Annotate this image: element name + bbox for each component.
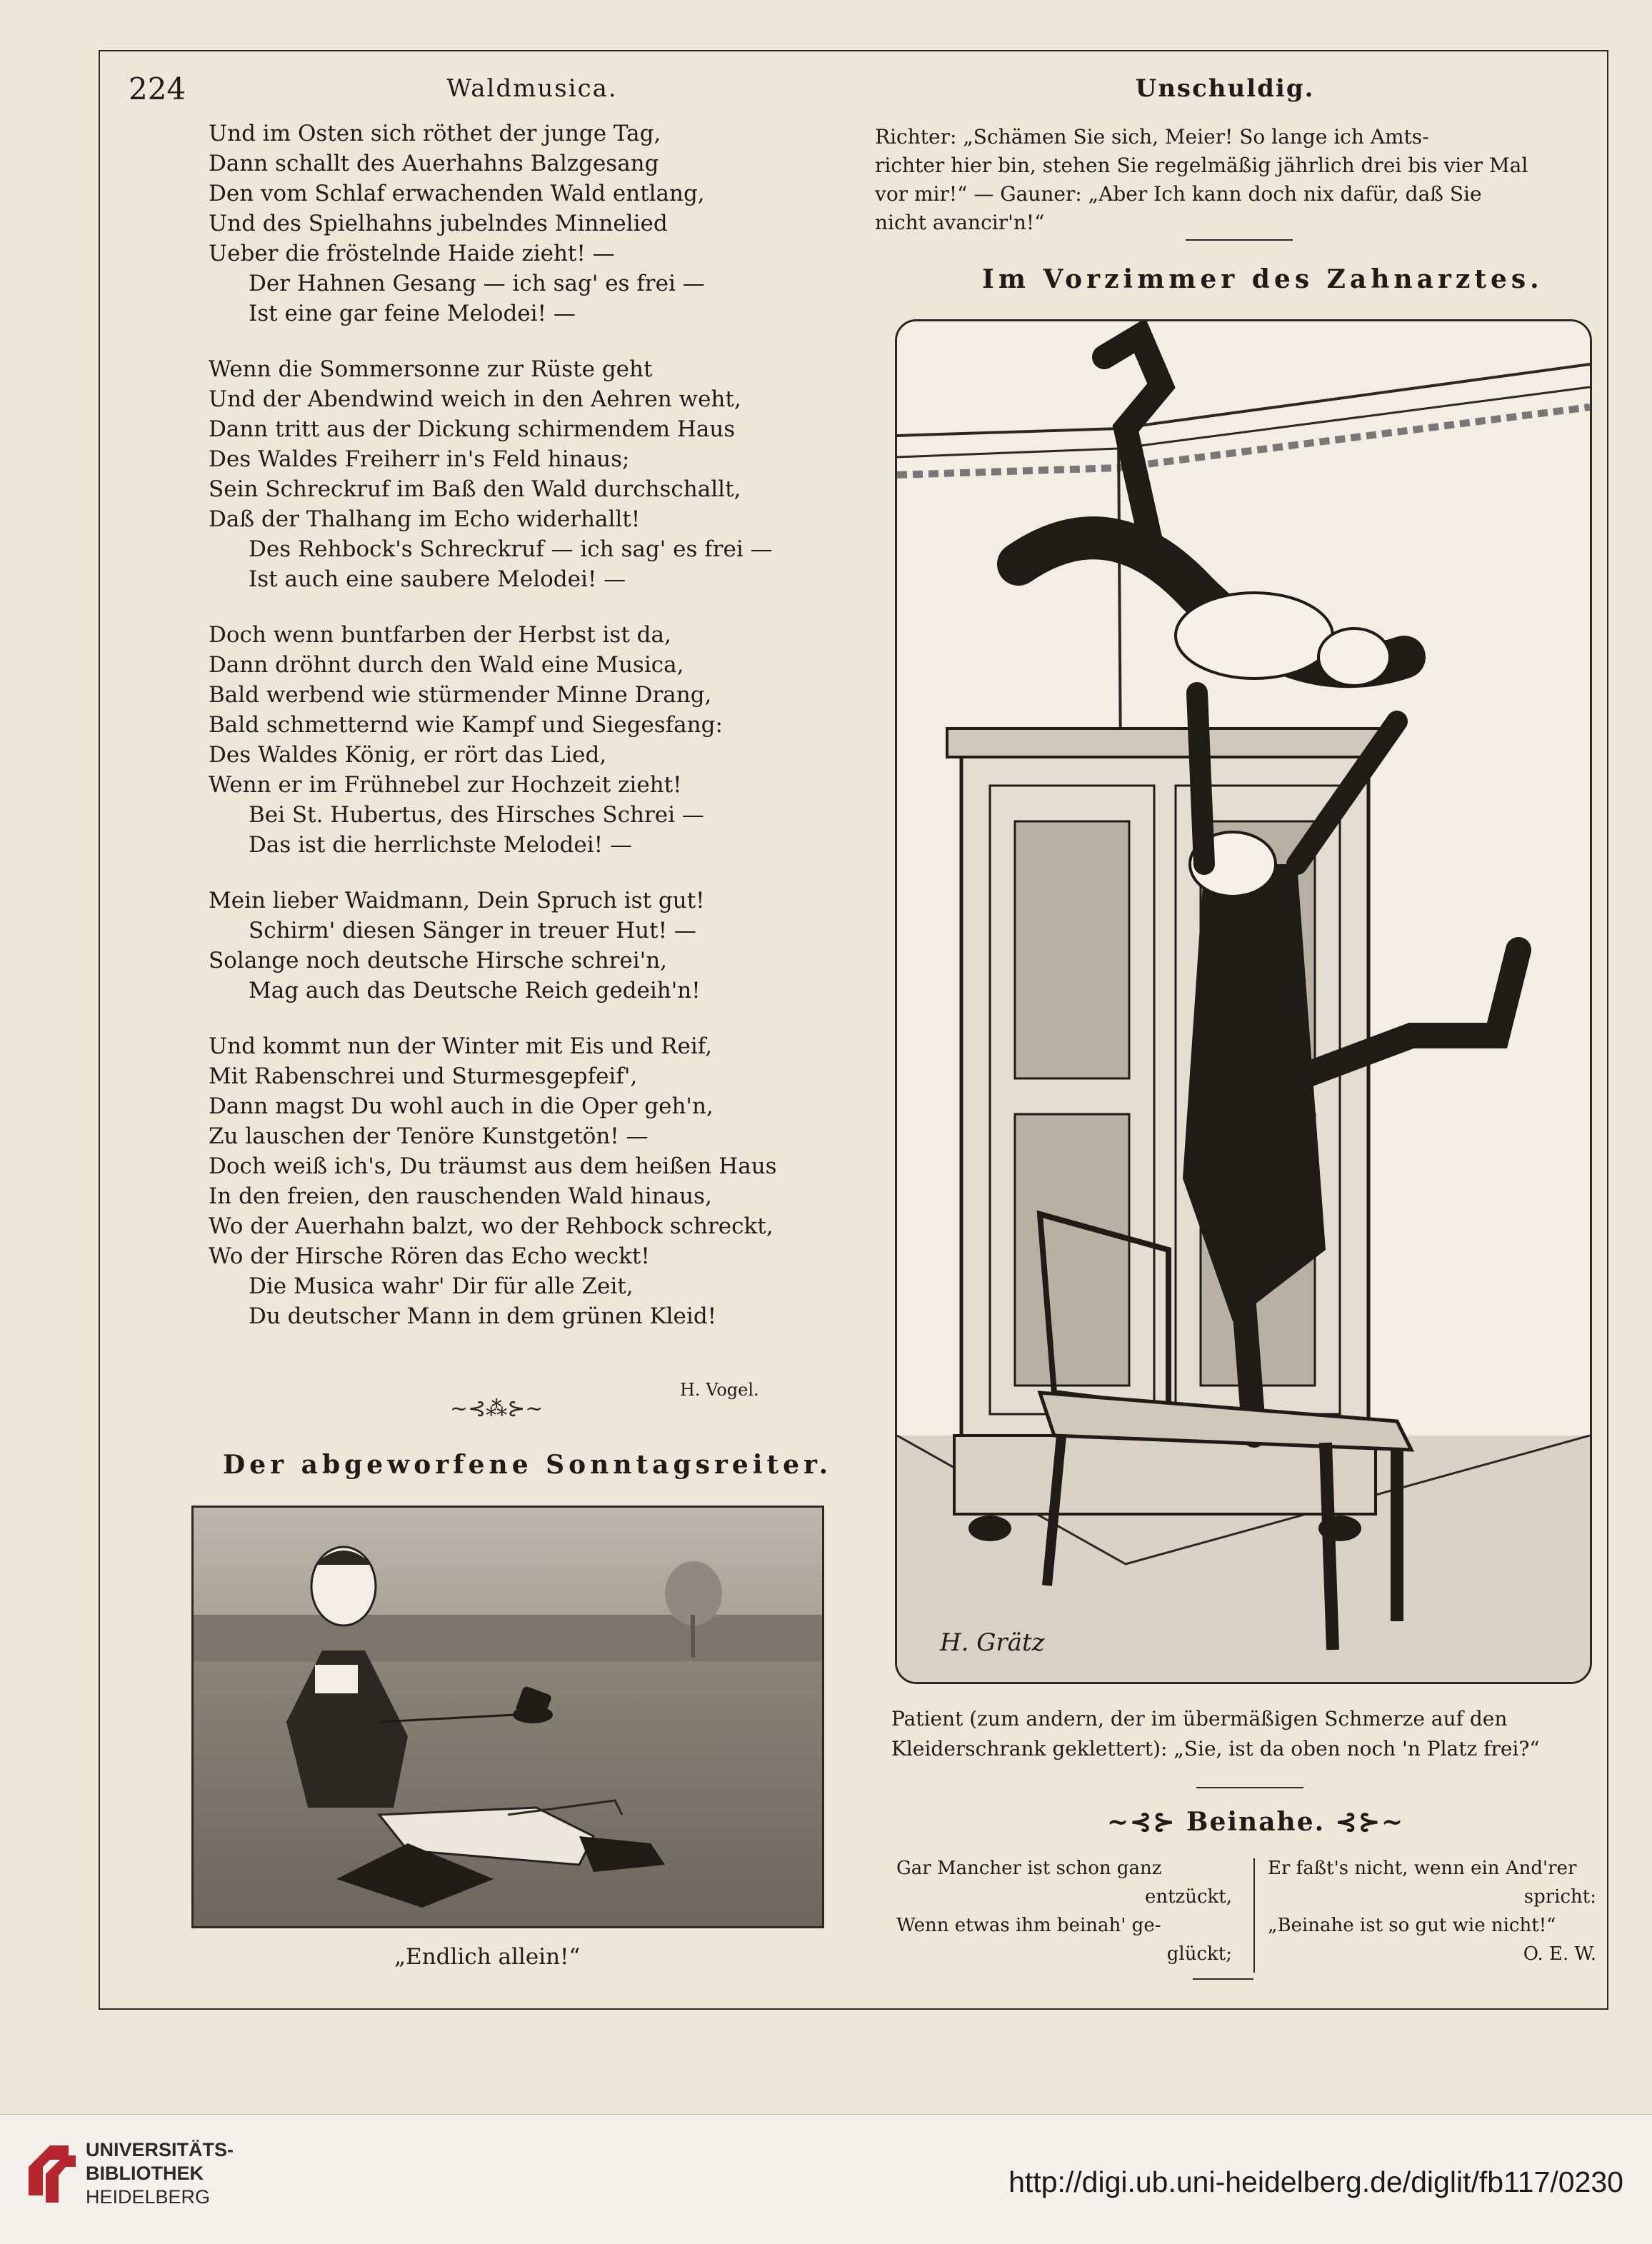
poem-line: Doch weiß ich's, Du träumst aus dem heißen Haus <box>209 1153 777 1179</box>
dentist-caption-line: Patient (zum andern, der im übermäßigen Schmerze auf den <box>891 1707 1508 1730</box>
library-line-2: BIBLIOTHEK <box>86 2163 204 2184</box>
beinahe-title-text: Beinahe. <box>1186 1807 1326 1837</box>
library-line-1: UNIVERSITÄTS- <box>86 2139 234 2160</box>
beinahe-right-column <box>1268 1854 1596 1968</box>
poem-line: Doch wenn buntfarben der Herbst ist da, <box>209 622 671 648</box>
permalink-url[interactable]: http://digi.ub.uni-heidelberg.de/diglit/fb117/0230 <box>1008 2165 1623 2198</box>
beinahe-author: O. E. W. <box>1523 1943 1596 1965</box>
poem-line: Das ist die herrlichste Melodei! — <box>249 832 632 858</box>
poem-line: Dann magst Du wohl auch in die Oper geh'n, <box>209 1093 714 1119</box>
poem-line: In den freien, den rauschenden Wald hinaus, <box>209 1183 712 1209</box>
beinahe-left-line: Gar Mancher ist schon ganz <box>896 1858 1162 1879</box>
beinahe-right-line: spricht: <box>1523 1886 1596 1908</box>
poem-line: Solange noch deutsche Hirsche schrei'n, <box>209 948 668 973</box>
poem-line: Bei St. Hubertus, des Hirsches Schrei — <box>249 802 704 828</box>
unschuldig-line: vor mir!“ — Gauner: „Aber Ich kann doch nix dafür, daß Sie <box>875 182 1482 206</box>
sunday-rider-title: Der abgeworfene Sonntagsreiter. <box>223 1450 833 1480</box>
left-column-header: Waldmusica. <box>446 74 618 103</box>
beinahe-right-line: Er faßt's nicht, wenn ein And'rer <box>1268 1858 1577 1879</box>
dentist-cartoon-illustration <box>895 319 1592 1684</box>
beinahe-left-column <box>896 1854 1232 1968</box>
beinahe-left-line: glückt; <box>1166 1943 1232 1965</box>
poem-line: Wenn die Sommersonne zur Rüste geht <box>209 356 653 382</box>
flourish-right: ⊰⊱~ <box>1325 1807 1405 1837</box>
poem-line: Des Waldes Freiherr in's Feld hinaus; <box>209 446 630 472</box>
column-divider <box>1253 1858 1255 1973</box>
poem-line: Die Musica wahr' Dir für alle Zeit, <box>249 1273 634 1299</box>
library-logo-icon <box>21 2138 76 2210</box>
unschuldig-text <box>875 123 1589 237</box>
rider-drawing <box>194 1508 822 1926</box>
unschuldig-line: nicht avancir'n!“ <box>875 211 1045 234</box>
library-name <box>86 2138 234 2209</box>
poem-line: Dann schallt des Auerhahns Balzgesang <box>209 151 659 176</box>
poem-line: Ist auch eine saubere Melodei! — <box>249 566 626 592</box>
beinahe-title <box>1107 1807 1404 1837</box>
poem-line: Mit Rabenschrei und Sturmesgepfeif', <box>209 1063 638 1089</box>
poem-line: Des Waldes König, er rört das Lied, <box>209 742 607 768</box>
poem-stanza <box>209 354 777 594</box>
poem-line: Dann tritt aus der Dickung schirmendem Haus <box>209 416 736 442</box>
poem-line: Wo der Auerhahn balzt, wo der Rehbock schreckt, <box>209 1213 774 1239</box>
poem-line: Du deutscher Mann in dem grünen Kleid! <box>249 1303 717 1329</box>
divider-rule <box>1186 239 1293 241</box>
dentist-caption <box>891 1704 1598 1764</box>
poem-line: Den vom Schlaf erwachenden Wald entlang, <box>209 181 705 206</box>
library-line-3: HEIDELBERG <box>86 2186 211 2208</box>
poem-line: Der Hahnen Gesang — ich sag' es frei — <box>249 271 705 296</box>
poem-line: Und der Abendwind weich in den Aehren weht, <box>209 386 741 412</box>
poem-line: Zu lauschen der Tenöre Kunstgetön! — <box>209 1123 649 1149</box>
dentist-title: Im Vorzimmer des Zahnarztes. <box>982 264 1543 294</box>
poem-line: Und kommt nun der Winter mit Eis und Reif, <box>209 1033 713 1059</box>
poem-line: Sein Schreckruf im Baß den Wald durchschallt, <box>209 476 741 502</box>
poem-stanza <box>209 620 777 860</box>
poem-line: Und des Spielhahns jubelndes Minnelied <box>209 211 668 236</box>
poem-line: Des Rehbock's Schreckruf — ich sag' es frei — <box>249 536 773 562</box>
divider-rule-2 <box>1196 1787 1303 1788</box>
poem-stanza <box>209 1031 777 1331</box>
poem-stanza <box>209 119 777 329</box>
poem-stanza <box>209 886 777 1006</box>
beinahe-left-line: Wenn etwas ihm beinah' ge- <box>896 1915 1161 1936</box>
ornament-divider: ~⊰⁂⊱~ <box>450 1396 544 1421</box>
poem-line: Und im Osten sich röthet der junge Tag, <box>209 121 661 146</box>
poem-line: Daß der Thalhang im Echo widerhallt! <box>209 506 641 532</box>
unschuldig-line: richter hier bin, stehen Sie regelmäßig jährlich drei bis vier Mal <box>875 154 1528 177</box>
poem-line: Wo der Hirsche Rören das Echo weckt! <box>209 1243 650 1269</box>
poem-line: Schirm' diesen Sänger in treuer Hut! — <box>249 918 696 943</box>
dentist-caption-line: Kleiderschrank geklettert): „Sie, ist da oben noch 'n Platz frei?“ <box>891 1737 1540 1760</box>
sunday-rider-caption: „Endlich allein!“ <box>394 1944 581 1970</box>
dentist-signature: H. Grätz <box>940 1628 1045 1657</box>
sunday-rider-illustration <box>191 1506 824 1928</box>
divider-rule-3 <box>1193 1978 1253 1980</box>
poem-line: Bald werbend wie stürmender Minne Drang, <box>209 682 712 708</box>
poem-line: Ueber die fröstelnde Haide zieht! — <box>209 241 615 266</box>
poem-line: Ist eine gar feine Melodei! — <box>249 301 576 326</box>
poem-line: Bald schmetternd wie Kampf und Siegesfang: <box>209 712 723 738</box>
poem-line: Mag auch das Deutsche Reich gedeih'n! <box>249 978 701 1003</box>
poem-line: Wenn er im Frühnebel zur Hochzeit zieht! <box>209 772 682 798</box>
right-column-header: Unschuldig. <box>1135 74 1315 103</box>
beinahe-left-line: entzückt, <box>1144 1886 1232 1908</box>
flourish-left: ~⊰⊱ <box>1107 1807 1187 1837</box>
beinahe-right-line: „Beinahe ist so gut wie nicht!“ <box>1268 1915 1556 1936</box>
dentist-drawing <box>897 321 1590 1682</box>
unschuldig-line: Richter: „Schämen Sie sich, Meier! So lange ich Amts- <box>875 125 1429 149</box>
poem-waldmusica <box>209 119 777 1357</box>
page-number: 224 <box>129 71 186 106</box>
poem-author: H. Vogel. <box>680 1380 759 1400</box>
poem-line: Dann dröhnt durch den Wald eine Musica, <box>209 652 684 678</box>
poem-line: Mein lieber Waidmann, Dein Spruch ist gut! <box>209 888 705 913</box>
